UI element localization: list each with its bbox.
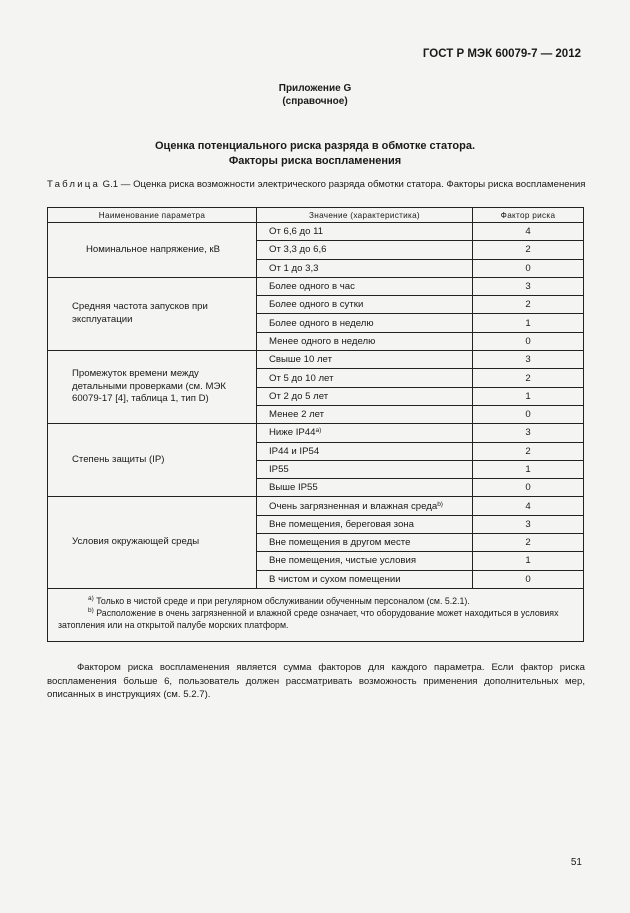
param-start-frequency: Средняя частота запусков при эксплуатации — [48, 277, 257, 350]
factor-cell: 3 — [473, 277, 584, 295]
annex-title: Приложение G — [278, 83, 352, 94]
body-paragraph: Фактором риска воспламенения является сумма факторов для каждого параметра. Если фактор риска воспламенения больше 6, пользователь должен рассматривать возможность применения дополнительных мер, описанных в инструкциях (см. 5.2.7). — [47, 662, 585, 700]
value-cell: Более одного в час — [257, 277, 473, 295]
footnote-text: Расположение в очень загрязненной и влажной среде означает, что оборудование может находиться в условиях затопления или на открытой палубе морских платформ. — [58, 607, 559, 630]
value-cell: IP44 и IP54 — [257, 442, 473, 460]
footnote-mark: a) — [88, 594, 94, 602]
factor-cell: 0 — [473, 332, 584, 350]
standard-number: ГОСТ Р МЭК 60079-7 — 2012 — [422, 48, 581, 60]
factor-cell: 0 — [473, 405, 584, 423]
table-notes-row — [48, 588, 584, 641]
table-notes — [48, 588, 584, 641]
param-ip-protection: Степень защиты (IP) — [48, 424, 257, 497]
value-cell: От 3,3 до 6,6 — [257, 241, 473, 259]
value-cell: От 1 до 3,3 — [257, 259, 473, 277]
value-cell: Свыше 10 лет — [257, 351, 473, 369]
value-cell: От 5 до 10 лет — [257, 369, 473, 387]
table-row — [48, 497, 584, 515]
factor-cell: 4 — [473, 223, 584, 241]
value-cell: Вне помещения, чистые условия — [257, 552, 473, 570]
factor-cell: 1 — [473, 387, 584, 405]
footnote-b — [58, 607, 573, 631]
header-value: Значение (характеристика) — [257, 208, 473, 223]
table-row — [48, 223, 584, 241]
table-caption-label: Таблица — [47, 179, 101, 190]
header-factor: Фактор риска — [473, 208, 584, 223]
factor-cell: 3 — [473, 351, 584, 369]
value-cell: В чистом и сухом помещении — [257, 570, 473, 588]
footnote-ref-b: b) — [437, 500, 443, 508]
value-text: Очень загрязненная и влажная среда — [269, 500, 438, 512]
value-cell: Вне помещения в другом месте — [257, 534, 473, 552]
value-cell: От 6,6 до 11 — [257, 223, 473, 241]
footnote-text: Только в чистой среде и при регулярном обслуживании обученным персоналом (см. 5.2.1). — [93, 595, 470, 606]
factor-cell: 4 — [473, 497, 584, 515]
table-caption — [47, 179, 587, 192]
table-row — [48, 351, 584, 369]
value-cell: От 2 до 5 лет — [257, 387, 473, 405]
factor-cell: 0 — [473, 479, 584, 497]
factor-cell: 0 — [473, 259, 584, 277]
heading-line-1: Оценка потенциального риска разряда в обмотке статора. — [155, 140, 475, 152]
param-voltage: Номинальное напряжение, кВ — [48, 223, 257, 278]
factor-cell: 3 — [473, 515, 584, 533]
page-number: 51 — [570, 857, 582, 868]
value-cell: IP55 — [257, 460, 473, 478]
risk-table — [47, 207, 584, 642]
footnote-ref-a: a) — [315, 427, 322, 435]
value-cell: Менее 2 лет — [257, 405, 473, 423]
heading-line-2: Факторы риска воспламенения — [228, 155, 402, 167]
table-row — [48, 424, 584, 442]
value-text: Ниже IP44 — [269, 427, 316, 439]
factor-cell: 1 — [473, 314, 584, 332]
factor-cell: 1 — [473, 552, 584, 570]
value-cell: Менее одного в неделю — [257, 332, 473, 350]
header-parameter: Наименование параметра — [48, 208, 257, 223]
value-cell: Вне помещения, береговая зона — [257, 515, 473, 533]
table-caption-text: G.1 — Оценка риска возможности электрического разряда обмотки статора. Факторы риска воспламенения — [100, 179, 586, 190]
value-cell — [257, 424, 473, 442]
value-cell — [257, 497, 473, 515]
factor-cell: 2 — [473, 241, 584, 259]
value-cell: Более одного в сутки — [257, 296, 473, 314]
factor-cell: 2 — [473, 534, 584, 552]
factor-cell: 2 — [473, 369, 584, 387]
footnote-mark: b) — [88, 606, 94, 614]
value-cell: Более одного в неделю — [257, 314, 473, 332]
factor-cell: 1 — [473, 460, 584, 478]
factor-cell: 3 — [473, 424, 584, 442]
param-inspection-interval: Промежуток времени между детальными проверками (см. МЭК 60079-17 [4], таблица 1, тип D) — [48, 351, 257, 424]
table-row — [48, 277, 584, 295]
factor-cell: 0 — [473, 570, 584, 588]
param-environment: Условия окружающей среды — [48, 497, 257, 588]
annex-subtitle: (справочное) — [282, 96, 348, 107]
footnote-a — [58, 595, 573, 607]
table-header-row — [48, 208, 584, 223]
value-cell: Выше IP55 — [257, 479, 473, 497]
factor-cell: 2 — [473, 296, 584, 314]
factor-cell: 2 — [473, 442, 584, 460]
